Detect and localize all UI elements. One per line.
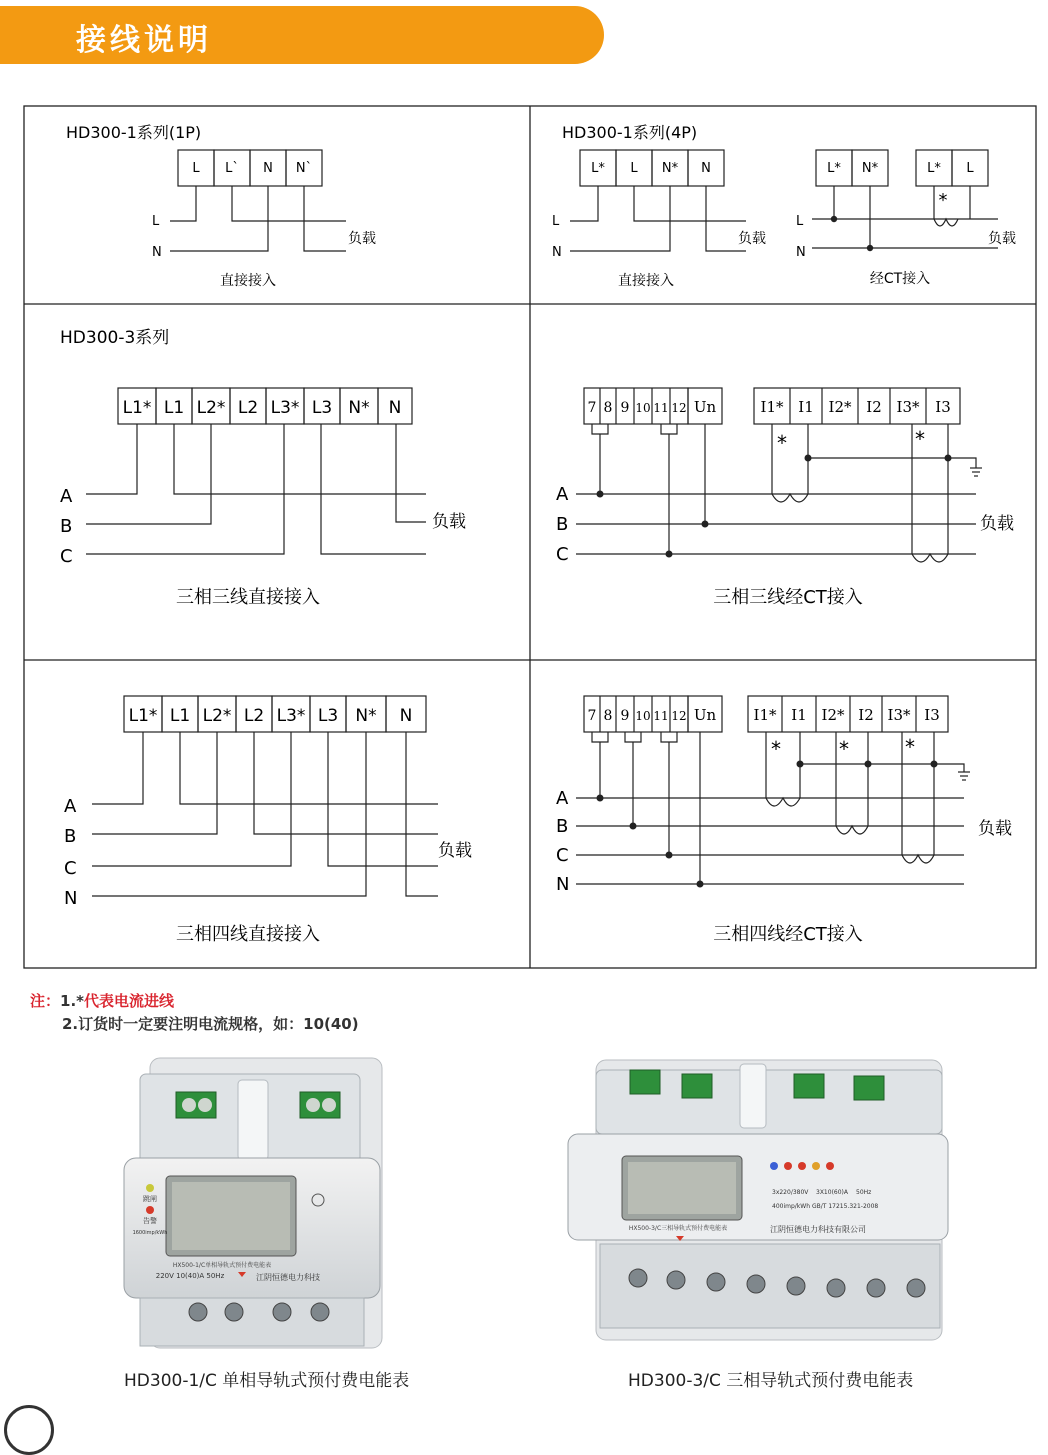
line-label: C	[60, 546, 73, 567]
line-label: L	[152, 214, 160, 229]
line-label: C	[64, 858, 77, 879]
meter-model-text: HX500-1/C单相导轨式预付费电能表	[172, 1262, 272, 1269]
terminal-label: L*	[591, 161, 605, 176]
terminal-label: L3	[317, 706, 339, 726]
line-label: N	[796, 245, 806, 260]
terminal-label: Un	[693, 398, 717, 416]
line-label: A	[556, 788, 569, 809]
terminal-label: 7	[587, 708, 597, 724]
line-label: N	[552, 245, 562, 260]
meter-brand-text: 江阴恒德电力科技有限公司	[770, 1225, 866, 1234]
load-label: 负载	[978, 819, 1012, 839]
note-1-text: 代表电流进线	[84, 992, 175, 1010]
notes-label: 注：	[30, 992, 61, 1010]
terminal-label: I2*	[828, 398, 852, 416]
line-label: C	[556, 544, 569, 565]
current-in-marker: *	[905, 735, 915, 759]
terminal-label: N	[399, 706, 413, 726]
terminal-label: L*	[927, 161, 941, 176]
terminal-label: L1*	[128, 706, 158, 726]
terminal-label: L2	[243, 706, 265, 726]
panel-caption: 三相三线经CT接入	[713, 587, 863, 608]
current-in-marker: *	[915, 427, 925, 451]
line-label: L	[796, 214, 804, 229]
product-image-single-phase	[110, 1050, 410, 1350]
line-label: C	[556, 845, 569, 866]
terminal-label: I1*	[760, 398, 784, 416]
terminal-label: 7	[587, 400, 597, 416]
panel-title: HD300-1系列(4P)	[562, 123, 698, 142]
terminal-label: L3	[311, 398, 333, 418]
line-label: N	[64, 888, 78, 909]
led-label: 跳闸	[143, 1195, 157, 1203]
line-label: A	[60, 486, 73, 507]
panel-caption: 三相四线直接接入	[176, 924, 320, 945]
terminal-label: L*	[827, 161, 841, 176]
terminal-label: 11	[653, 709, 669, 723]
terminal-label: L	[192, 161, 200, 176]
led-label: 告警	[143, 1217, 157, 1225]
terminal-label: N	[263, 161, 273, 176]
terminal-label: I2	[866, 398, 882, 416]
line-label: N	[556, 874, 570, 895]
section-title: 接线说明	[76, 23, 212, 58]
terminal-label: I1	[791, 706, 807, 724]
terminal-label: I2*	[821, 706, 845, 724]
terminal-label: L2*	[196, 398, 226, 418]
terminal-label: L3*	[276, 706, 306, 726]
terminal-label: I3*	[896, 398, 920, 416]
panel-caption: 直接接入	[220, 273, 276, 289]
terminal-label: 11	[653, 401, 669, 415]
load-label: 负载	[980, 514, 1014, 534]
load-label: 负载	[738, 231, 766, 247]
panel-3p4w-direct	[64, 696, 472, 945]
terminal-label: 9	[620, 400, 630, 416]
meter-rating-text: 50Hz	[856, 1189, 872, 1196]
line-label: N	[152, 245, 162, 260]
meter-standard-text: GB/T 17215.321-2008	[812, 1203, 879, 1210]
terminal-label: L`	[225, 161, 239, 176]
terminal-label: Un	[693, 706, 717, 724]
current-in-marker: *	[777, 431, 787, 455]
line-label: B	[556, 514, 569, 535]
panel-caption: 经CT接入	[869, 271, 931, 287]
terminal-label: 10	[635, 401, 651, 415]
terminal-label: 8	[603, 708, 613, 724]
product-caption-1: HD300-1/C 单相导轨式预付费电能表	[124, 1371, 410, 1391]
meter-rating-text: 3X10(60)A	[816, 1189, 848, 1196]
note-line-1	[30, 990, 359, 1013]
line-label: L	[552, 214, 560, 229]
terminal-label: N`	[295, 161, 313, 176]
load-label: 负载	[432, 512, 466, 532]
terminal-label: N*	[661, 161, 679, 176]
terminal-label: L2	[237, 398, 259, 418]
terminal-label: L	[630, 161, 638, 176]
line-label: A	[64, 796, 77, 817]
terminal-label: 9	[620, 708, 630, 724]
terminal-label: N*	[355, 706, 377, 726]
line-label: B	[556, 816, 569, 837]
terminal-label: L1*	[122, 398, 152, 418]
terminal-label: 12	[671, 709, 687, 723]
note-1-prefix: 1.*	[60, 992, 84, 1010]
note-line-2: 2.订货时一定要注明电流规格，如：10(40)	[62, 1015, 359, 1033]
meter-brand-text: 江阴恒德电力科技	[256, 1273, 320, 1282]
panel-title: HD300-3系列	[60, 328, 170, 348]
terminal-label: I3	[935, 398, 951, 416]
line-label: A	[556, 484, 569, 505]
panel-4p	[552, 123, 1016, 289]
terminal-label: 10	[635, 709, 651, 723]
terminal-label: L	[966, 161, 974, 176]
panel-3p3w-ct	[556, 388, 1014, 608]
current-in-marker: *	[771, 737, 781, 761]
terminal-label: I1	[798, 398, 814, 416]
terminal-label: I1*	[753, 706, 777, 724]
terminal-label: N	[701, 161, 711, 176]
load-label: 负载	[348, 231, 376, 247]
panel-3p4w-ct	[556, 696, 1012, 945]
meter-rating-text: 3x220/380V	[772, 1189, 809, 1196]
meter-model-text: HX500-3/C三相导轨式预付费电能表	[628, 1225, 728, 1232]
product-caption-2: HD300-3/C 三相导轨式预付费电能表	[628, 1371, 914, 1391]
terminal-label: I3*	[887, 706, 911, 724]
meter-rating-text: 220V 10(40)A 50Hz	[155, 1272, 225, 1280]
terminal-label: L2*	[202, 706, 232, 726]
terminal-label: N	[388, 398, 402, 418]
panel-title: HD300-1系列(1P)	[66, 123, 202, 142]
meter-rating-text: 400imp/kWh	[772, 1203, 811, 1210]
panel-caption: 直接接入	[618, 273, 674, 289]
load-label: 负载	[988, 231, 1016, 247]
page-corner-circle	[4, 1405, 54, 1455]
line-label: B	[64, 826, 77, 847]
product-image-three-phase	[560, 1050, 960, 1350]
led-label: 1600imp/kWh	[132, 1230, 168, 1236]
panel-caption: 三相三线直接接入	[176, 587, 320, 608]
terminal-label: I3	[924, 706, 940, 724]
terminal-label: 12	[671, 401, 687, 415]
terminal-label: 8	[603, 400, 613, 416]
load-label: 负载	[438, 841, 472, 861]
panel-caption: 三相四线经CT接入	[713, 924, 863, 945]
terminal-label: L3*	[270, 398, 300, 418]
terminal-label: I2	[858, 706, 874, 724]
notes	[30, 990, 359, 1036]
panel-3p3w-direct	[60, 328, 466, 608]
line-label: B	[60, 516, 73, 537]
panel-1p	[66, 123, 376, 289]
terminal-label: N*	[348, 398, 370, 418]
terminal-label: N*	[861, 161, 879, 176]
terminal-label: L1	[169, 706, 191, 726]
current-in-marker: *	[839, 737, 849, 761]
current-in-marker: *	[938, 190, 948, 211]
terminal-label: L1	[163, 398, 185, 418]
